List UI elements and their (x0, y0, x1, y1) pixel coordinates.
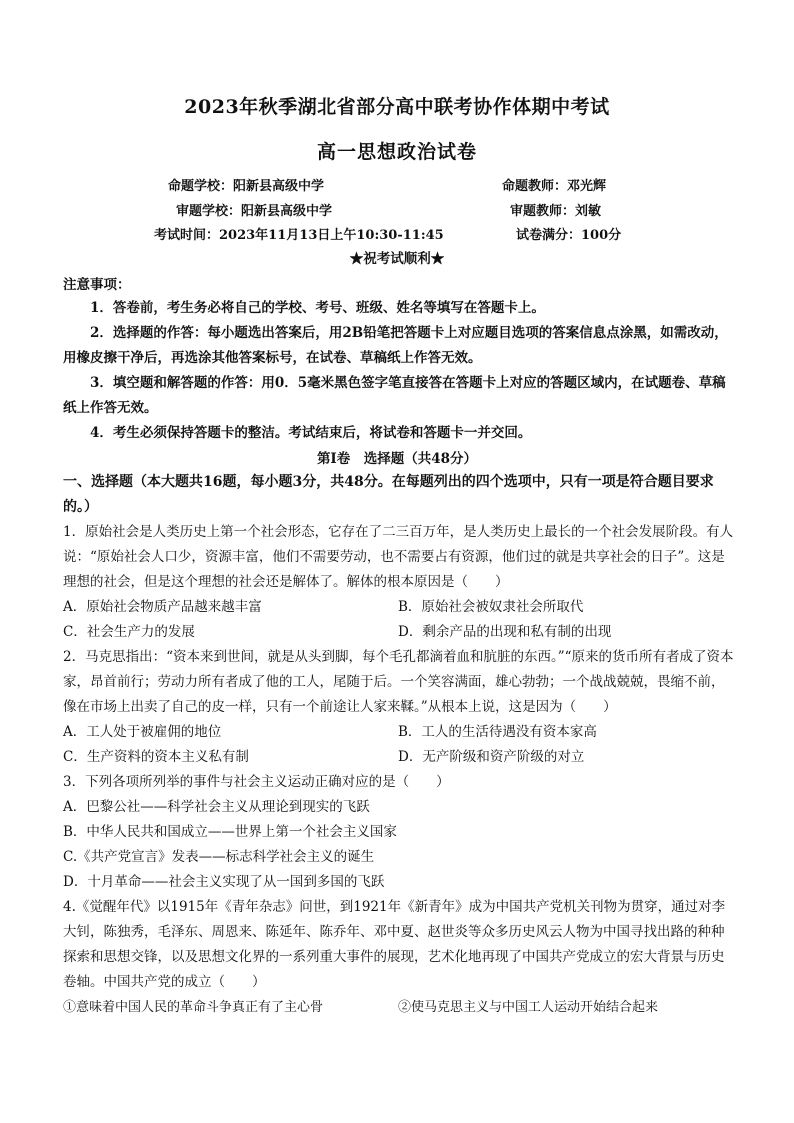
option-2: ②使马克思主义与中国工人运动开始结合起来 (398, 1000, 659, 1015)
notice-title: 注意事项： (63, 277, 131, 293)
section-heading: 第Ⅰ卷 选择题（共48分） (316, 451, 478, 467)
option-1: ①意味着中国人民的革命斗争真正有了主心骨 (63, 1000, 324, 1015)
question-stem: 2．马克思指出：“资本来到世间，就是从头到脚，每个毛孔都滴着血和肮脏的东西。”“原来的货币所有者成了资本家，昂首前行；劳动力所有者成了他的工人，尾随于后。一个笑容满面，雄心勃勃；一个战战兢兢，畏缩不前，像在市场上出卖了自己的皮一样，只有一个前途让人家来鞣。”从根本上说，这是因为（ ） (63, 649, 734, 715)
exam-title: 2023年秋季湖北省部分高中联考协作体期中考试 (184, 96, 610, 118)
option-c: C．生产资料的资本主义私有制 (63, 749, 249, 765)
option-d: D．十月革命——社会主义实现了从一国到多国的飞跃 (63, 874, 385, 890)
option-b: B．原始社会被奴隶社会所取代 (398, 599, 584, 615)
question-4 (63, 895, 735, 995)
notice-item-4: 4．考生必须保持答题卡的整洁。考试结束后，将试卷和答题卡一并交回。 (90, 425, 532, 441)
exam-subtitle: 高一思想政治试卷 (316, 141, 477, 163)
question-3-options (63, 795, 735, 895)
option-a: A．原始社会物质产品越来越丰富 (63, 599, 262, 615)
option-a: A．巴黎公社——科学社会主义从理论到现实的飞跃 (63, 799, 370, 815)
question-stem: 4.《觉醒年代》以1915年《青年杂志》问世，到1921年《新青年》成为中国共产党机关刊物为贯穿，通过对李大钊，陈独秀，毛泽东、周恩来、陈延年、陈乔年、邓中夏、赵世炎等众多历史风云人物为中国寻找出路的种种探索和思想交锋，以及思想文化界的一系列重大事件的展现，艺术化地再现了中国共产党成立的宏大背景与历史卷轴。中国共产党的成立（ ） (63, 899, 726, 990)
notice-list (63, 296, 733, 446)
school-label: 命题学校：阳新县高级中学 (168, 179, 325, 194)
wish-line: ★祝考试顺利★ (349, 251, 445, 267)
option-b: B．中华人民共和国成立——世界上第一个社会主义国家 (63, 824, 397, 840)
option-b: B．工人的生活待遇没有资本家高 (398, 724, 597, 740)
option-d: D．无产阶级和资产阶级的对立 (398, 749, 585, 765)
question-2 (63, 645, 735, 720)
question-1-options (63, 595, 735, 645)
question-3 (63, 770, 735, 795)
question-1 (63, 520, 735, 595)
option-d: D．剩余产品的出现和私有制的出现 (398, 624, 612, 640)
review-teacher-label: 审题教师：刘敏 (510, 204, 602, 219)
score-label: 试卷满分：100分 (516, 228, 622, 243)
notice-item-3: 3．填空题和解答题的作答：用0．5毫米黑色签字笔直接答在答题卡上对应的答题区域内，在试题卷、草稿纸上作答无效。 (63, 375, 726, 416)
review-school-label: 审题学校：阳新县高级中学 (176, 204, 333, 219)
notice-item-1: 1．答卷前，考生务必将自己的学校、考号、班级、姓名等填写在答题卡上。 (90, 300, 545, 316)
notice-item-2: 2．选择题的作答：每小题选出答案后，用2B铅笔把答题卡上对应题目选项的答案信息点涂黑，如需改动，用橡皮擦干净后，再选涂其他答案标号，在试卷、草稿纸上作答无效。 (63, 325, 728, 366)
question-stem: 3．下列各项所列举的事件与社会主义运动正确对应的是（ ） (63, 774, 450, 790)
option-c: C．社会生产力的发展 (63, 624, 195, 640)
question-4-options (63, 996, 735, 1015)
option-a: A．工人处于被雇佣的地位 (63, 724, 222, 740)
time-label: 考试时间：2023年11月13日上午10:30-11:45 (154, 228, 444, 243)
teacher-label: 命题教师：邓光辉 (502, 179, 607, 194)
section-description: 一、选择题（本大题共16题，每小题3分，共48分。在每题列出的四个选项中，只有一项是符合题目要求的。） (63, 474, 714, 515)
question-stem: 1．原始社会是人类历史上第一个社会形态，它存在了二三百万年，是人类历史上最长的一个社会发展阶段。有人说：“原始社会人口少，资源丰富，他们不需要劳动，也不需要占有资源，他们过的就是共享社会的日子”。这是理想的社会，但是这个理想的社会还是解体了。解体的根本原因是（ ） (63, 524, 734, 590)
option-c: C.《共产党宣言》发表——标志科学社会主义的诞生 (63, 849, 375, 865)
question-2-options (63, 720, 735, 770)
